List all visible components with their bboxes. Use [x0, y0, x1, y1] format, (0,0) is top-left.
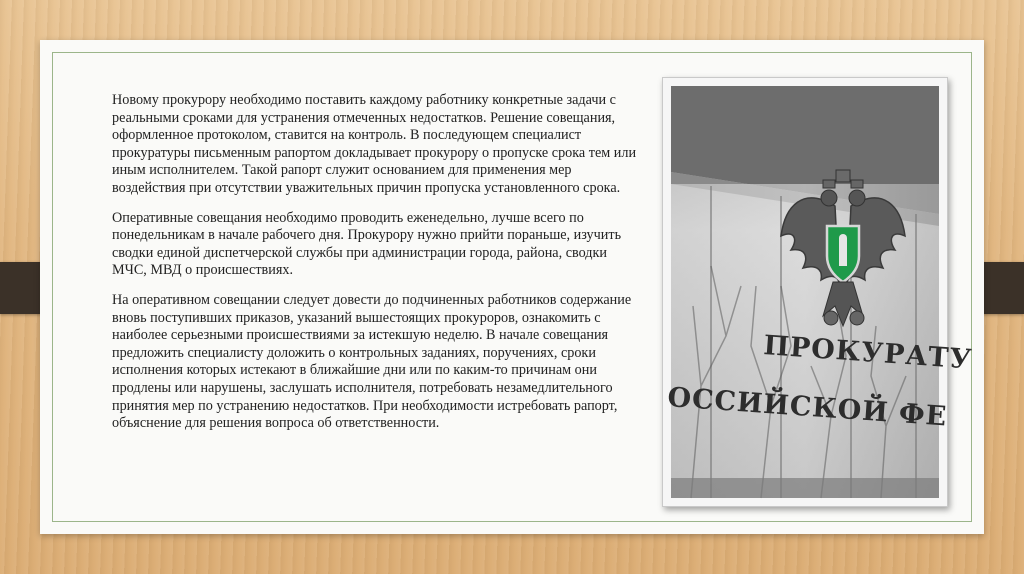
- sign-line-1: ПРОКУРАТУ: [762, 330, 974, 376]
- prosecutor-office-photo: [666, 86, 974, 498]
- paragraph-1: Новому прокурору необходимо поставить каждому работнику конкретные задачи с реальными сроками для устранения отмеченных недостатков. Решение совещания, оформленное протоколом, ставится на контроль. В последующем специалист прокуратуры письменным рапортом докладывает прокурору о пропуске срока тем или иным исполнителем. Такой рапорт служит основанием для применения мер воздействия при отсутствии уважительных причин пропуска установленного срока.: [112, 92, 637, 196]
- photo-illustration: [666, 86, 974, 498]
- sign-line-2: ОССИЙСКОЙ ФЕ: [666, 382, 949, 433]
- body-text: [112, 92, 640, 445]
- paragraph-2: Оперативные совещания необходимо проводить еженедельно, лучше всего по понедельникам в начале рабочего дня. Прокурору нужно прийти пораньше, изучить сводки единой диспетчерской службы при администрации города, района, сводки МЧС, МВД о происшествиях.: [112, 209, 622, 279]
- photo-frame: [662, 77, 974, 507]
- paragraph-3: На оперативном совещании следует довести до подчиненных работников содержание вновь поступивших приказов, указаний вышестоящих прокуроров, ознакомить с наиболее серьезными происшествиями за истекшую неделю. В начале совещания предложить специалисту доложить о контрольных заданиях, поручениях, сроки исполнения которых истекают в ближайшие дни или по каким-то причинам они продлены или нарушены, заслушать исполнителя, потребовать незамедлительного принятия мер по устранению недостатков. При необходимости истребовать рапорт, объяснение для решения вопроса об ответственности.: [112, 291, 632, 432]
- slide-card: [40, 40, 984, 534]
